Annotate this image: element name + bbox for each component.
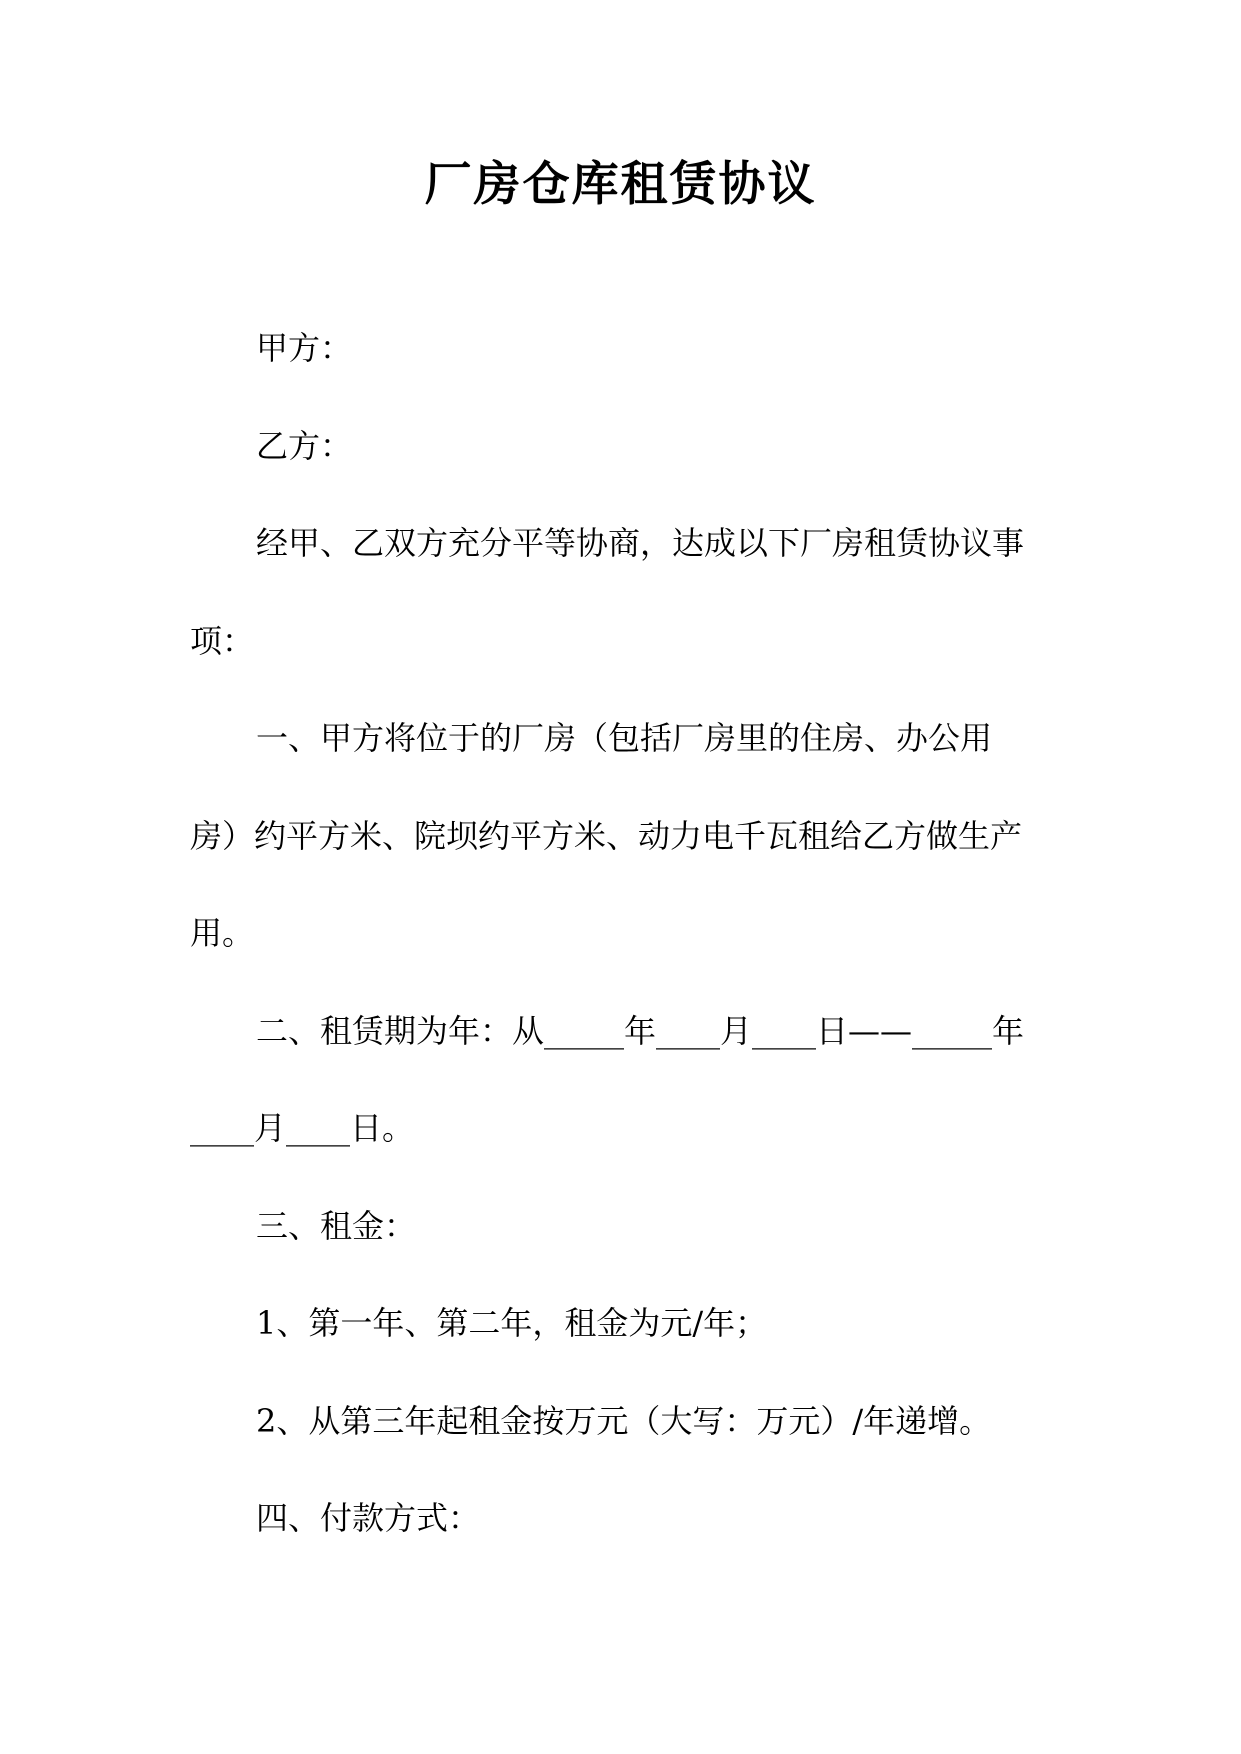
party-a-line: 甲方：	[256, 329, 353, 367]
clause-3-heading: 三、租金：	[256, 1206, 417, 1245]
preamble-paragraph: 经甲、乙双方充分平等协商，达成以下厂房租赁协议事项：	[190, 524, 1025, 660]
clause-3-item-2: 2、从第三年起租金按万元（大写：万元）/年递增。	[256, 1401, 992, 1440]
clause-2-paragraph: 二、租赁期为年：从_____年____月____日——_____年____月____日。	[190, 1011, 1025, 1147]
clause-1-paragraph: 一、甲方将位于的厂房（包括厂房里的住房、办公用房）约平方米、院坝约平方米、动力电千瓦租给乙方做生产用。	[190, 719, 1023, 952]
document-title: 厂房仓库租赁协议	[424, 157, 817, 212]
document-body	[190, 300, 1030, 1568]
party-b-line: 乙方：	[256, 426, 353, 465]
clause-4-heading: 四、付款方式：	[256, 1499, 481, 1537]
clause-3-item-1: 1、第一年、第二年，租金为元/年；	[256, 1304, 768, 1342]
